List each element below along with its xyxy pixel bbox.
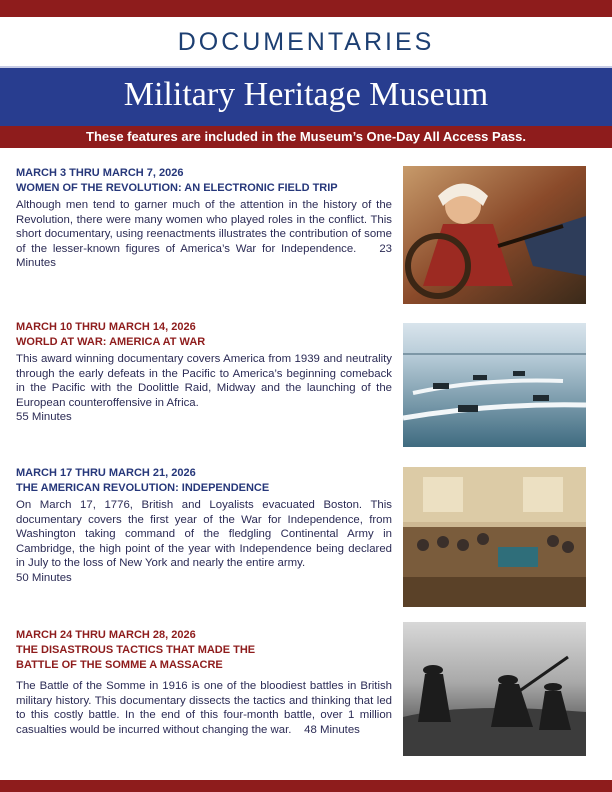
event-title: THE AMERICAN REVOLUTION: INDEPENDENCE [16,482,270,494]
event-title: WOMEN OF THE REVOLUTION: AN ELECTRONIC FIELD TRIP [16,182,338,194]
event-duration: 23 Minutes [16,242,392,269]
pass-note: These features are included in the Museum’s One-Day All Access Pass. [86,129,526,144]
event-item [16,166,392,271]
event-date: MARCH 10 THRU MARCH 14, 2026 [16,321,196,333]
event-duration: 55 Minutes [16,411,72,423]
event-item [16,466,392,585]
event-date: MARCH 17 THRU MARCH 21, 2026 [16,467,196,479]
event-description: Although men tend to garner much of the attention in the history of the Revolution, there were many women who played roles in the conflict. This short documentary, using reenactments illustrates the contribution of some of the lesser-known figures of America’s War for Independence. 23 Minutes [16,199,392,269]
event-item [16,628,392,737]
event-duration: 50 Minutes [16,571,72,584]
section-title: DOCUMENTARIES [177,28,435,56]
event-description: The Battle of the Somme in 1916 is one of the bloodiest battles in British military history. This documentary dissects the tactics and thinking that led to this costly battle. In the end of this four-month battle, over 1 million casualties would be incurred without changing the war. 48 Minutes [16,680,392,736]
museum-banner [0,66,612,128]
women-of-revolution-image [403,166,586,304]
event-description: This award winning documentary covers America from 1939 and neutrality through the early defeats in the Pacific to America’s beginning comeback in the Pacific with the Doolittle Raid, Midway and the launching of the European counteroffensive in Africa. 55 Minutes [16,353,392,423]
declaration-painting-image [403,467,586,607]
event-duration: 48 Minutes [304,723,360,736]
event-description: On March 17, 1776, British and Loyalists evacuated Boston. This documentary covers the first year of the War for Independence, from Washington taking command of the fledgling Continental Army in Cambridge, the high point of the year with Independence being declared in July to the loss of New York and nearly the entire army. 50 Minutes [16,499,392,584]
landing-craft-image [403,323,586,447]
event-title-line-1: THE DISASTROUS TACTICS THAT MADE THE [16,644,256,656]
event-title: WORLD AT WAR: AMERICA AT WAR [16,336,206,348]
bottom-red-bar [0,780,612,792]
pass-banner [0,126,612,148]
top-red-bar [0,0,612,17]
event-date: MARCH 3 THRU MARCH 7, 2026 [16,167,184,179]
museum-name: Military Heritage Museum [123,76,489,113]
somme-soldiers-image [403,622,586,756]
event-title-line-2: BATTLE OF THE SOMME A MASSACRE [16,659,223,671]
event-date: MARCH 24 THRU MARCH 28, 2026 [16,629,196,641]
event-item [16,320,392,425]
